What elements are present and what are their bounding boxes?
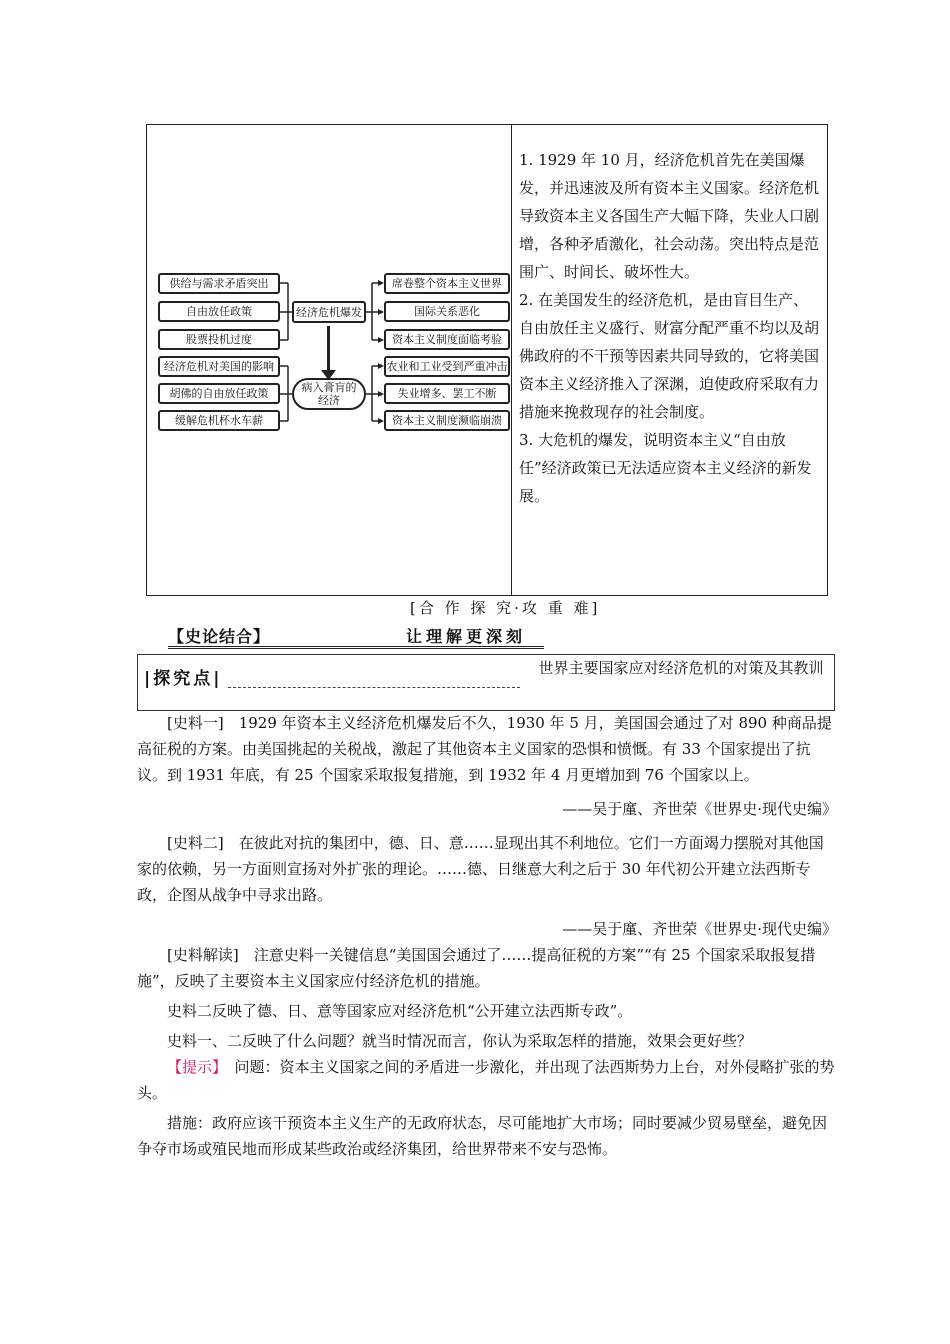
explore-topic: 世界主要国家应对经济危机的对策及其教训 xyxy=(538,659,824,677)
diagram-left-item: 胡佛的自由放任政策 xyxy=(158,383,280,404)
diagram-center-top: 经济危机爆发 xyxy=(292,301,366,323)
banner-underline xyxy=(168,646,544,649)
diagram-center-bottom-line1: 病入膏肓的 xyxy=(301,381,357,394)
body-text xyxy=(137,710,837,1162)
source-1: ——吴于廑、齐世荣《世界史·现代史编》 xyxy=(562,800,837,818)
diagram-left-item: 供给与需求矛盾突出 xyxy=(158,273,280,294)
diagram-right-item: 席卷整个资本主义世界 xyxy=(384,273,510,294)
diagram-right-item: 失业增多、罢工不断 xyxy=(384,383,510,404)
diagram-left-item: 经济危机对美国的影响 xyxy=(158,356,280,377)
diagram-left-item: 自由放任政策 xyxy=(158,301,280,322)
measures: 措施：政府应该干预资本主义生产的无政府状态，尽可能地扩大市场；同时要减少贸易壁垒，避免因争夺市场或殖民地而形成某些政治或经济集团，给世界带来不安与恐怖。 xyxy=(137,1114,828,1158)
explore-label: |探究点| xyxy=(144,669,223,689)
diagram-right-item: 国际关系恶化 xyxy=(384,301,510,322)
summary-point: 1. 1929 年 10 月，经济危机首先在美国爆发，并迅速波及所有资本主义国家。经济危机导致资本主义各国生产大幅下降，失业人口剧增，各种矛盾激化，社会动荡。突出特点是范围广、时间长、破坏性大。 xyxy=(519,151,820,281)
material-interpretation: [史料解读] 注意史料一关键信息“美国国会通过了……提高征税的方案”“有 25 个国家采取报复措施”，反映了主要资本主义国家应付经济危机的措施。 xyxy=(137,946,816,990)
material-1: [史料一] 1929 年资本主义经济危机爆发后不久，1930 年 5 月，美国国会通过了对 890 种商品提高征税的方案。由美国挑起的关税战，激起了其他资本主义国家的恐惧和愤慨。有 33 个国家提出了抗议。到 1931 年底，有 25 个国家采取报复措施，到 1932 年 4 月更增加到 76 个国家以上。 xyxy=(137,714,832,784)
summary-point: 2. 在美国发生的经济危机，是由盲目生产、自由放任主义盛行、财富分配严重不均以及胡佛政府的不干预等因素共同导致的，它将美国资本主义经济推入了深渊，迫使政府采取有力措施来挽救现存的社会制度。 xyxy=(519,291,820,421)
summary-point: 3. 大危机的爆发，说明资本主义“自由放任”经济政策已无法适应资本主义经济的新发展。 xyxy=(519,431,812,505)
diagram-center-bottom xyxy=(292,378,366,410)
material-2-note: 史料二反映了德、日、意等国家应对经济危机“公开建立法西斯专政”。 xyxy=(167,1002,633,1020)
diagram-right-item: 资本主义制度濒临崩溃 xyxy=(384,410,510,431)
diagram-left-item: 缓解危机杯水车薪 xyxy=(158,410,280,431)
diagram-left-item: 股票投机过度 xyxy=(158,329,280,350)
material-2: [史料二] 在彼此对抗的集团中，德、日、意……显现出其不利地位。它们一方面竭力摆脱对其他国家的依赖，另一方面则宣扬对外扩张的理论。……德、日继意大利之后于 30 年代初公开建立法西斯专政，企图从战争中寻求出路。 xyxy=(137,834,824,904)
hint-text: 问题：资本主义国家之间的矛盾进一步激化，并出现了法西斯势力上台，对外侵略扩张的势头。 xyxy=(137,1058,835,1102)
question: 史料一、二反映了什么问题？就当时情况而言，你认为采取怎样的措施，效果会更好些？ xyxy=(167,1032,753,1050)
knowledge-diagram xyxy=(156,270,512,440)
hint-paragraph xyxy=(137,1054,837,1106)
explore-dashed-line xyxy=(228,687,520,688)
section-caption: [合 作 探 究·攻 重 难] xyxy=(410,599,601,617)
diagram-right-item: 农业和工业受到严重冲击 xyxy=(384,356,510,377)
source-2: ——吴于廑、齐世荣《世界史·现代史编》 xyxy=(562,920,837,938)
hint-label: 【提示】 xyxy=(167,1058,220,1076)
section-banner-left: 【史论结合】 xyxy=(168,627,271,646)
diagram-right-item: 资本主义制度面临考验 xyxy=(384,329,510,350)
section-banner-right: 让理解更深刻 xyxy=(406,627,527,646)
diagram-center-bottom-line2: 经济 xyxy=(318,394,340,407)
summary-text xyxy=(519,146,819,510)
